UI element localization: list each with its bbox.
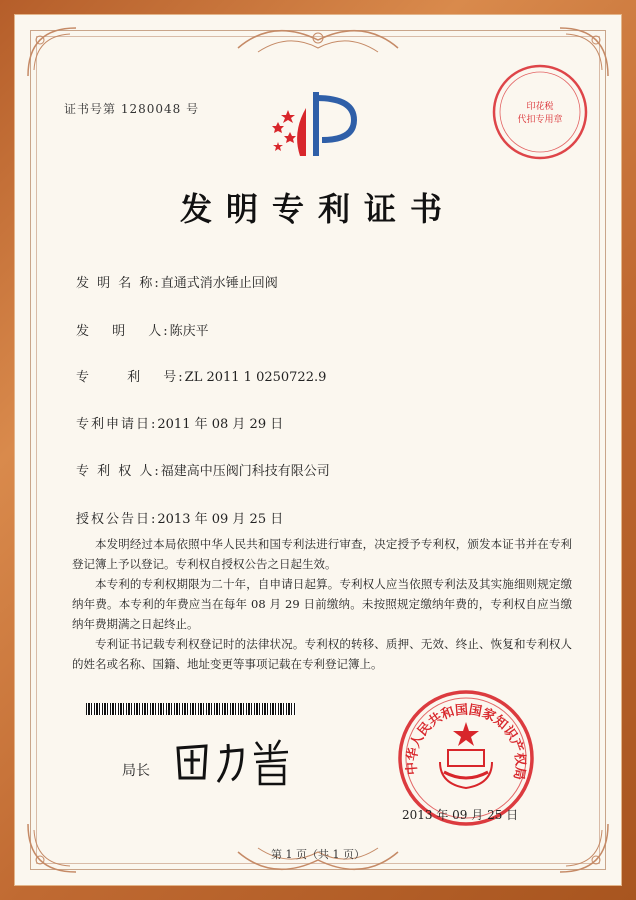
field-patentee: 专 利 权 人:福建高中压阀门科技有限公司 bbox=[76, 464, 330, 479]
field-grant-date: 授权公告日:2013 年 09 月 25 日 bbox=[76, 512, 284, 527]
field-patent-number: 专 利 号:ZL 2011 1 0250722.9 bbox=[76, 370, 327, 385]
tax-seal-stamp bbox=[490, 62, 590, 162]
seal-date: 2013 年 09 月 25 日 bbox=[402, 808, 519, 822]
body-paragraph-2: 本专利的专利权期限为二十年，自申请日起算。专利权人应当依照专利法及其实施细则规定缴纳年费。本专利的年费应当在每年 08 月 29 日前缴纳。未按照规定缴纳年费的，专利权自应当缴纳年费期满之日起终止。 bbox=[72, 577, 572, 631]
page-title: 发明专利证书 bbox=[179, 190, 456, 228]
certificate-body bbox=[72, 534, 572, 674]
field-application-date: 专利申请日:2011 年 08 月 29 日 bbox=[76, 417, 284, 432]
cnipa-logo-icon bbox=[262, 88, 366, 160]
director-label: 局长 bbox=[122, 763, 150, 779]
svg-text:代扣专用章: 代扣专用章 bbox=[517, 115, 563, 125]
corner-ornament-tl bbox=[22, 22, 82, 82]
certificate-number: 证书号第 1280048 号 bbox=[64, 102, 200, 116]
director-signature bbox=[170, 730, 300, 790]
body-paragraph-3: 专利证书记载专利权登记时的法律状况。专利权的转移、质押、无效、终止、恢复和专利权人的姓名或名称、国籍、地址变更等事项记载在专利登记簿上。 bbox=[72, 637, 572, 671]
top-ornament bbox=[228, 18, 408, 60]
field-invention-name: 发 明 名 称:直通式消水锤止回阀 bbox=[76, 276, 278, 291]
body-paragraph-1: 本发明经过本局依照中华人民共和国专利法进行审查，决定授予专利权，颁发本证书并在专利登记簿上予以登记。专利权自授权公告之日起生效。 bbox=[72, 537, 572, 571]
svg-text:中华人民共和国国家知识产权局: 中华人民共和国国家知识产权局 bbox=[404, 702, 528, 781]
field-inventor: 发 明 人:陈庆平 bbox=[76, 324, 209, 339]
svg-text:印花税: 印花税 bbox=[526, 102, 554, 112]
page-number: 第 1 页（共 1 页） bbox=[271, 848, 365, 861]
barcode bbox=[86, 703, 296, 715]
